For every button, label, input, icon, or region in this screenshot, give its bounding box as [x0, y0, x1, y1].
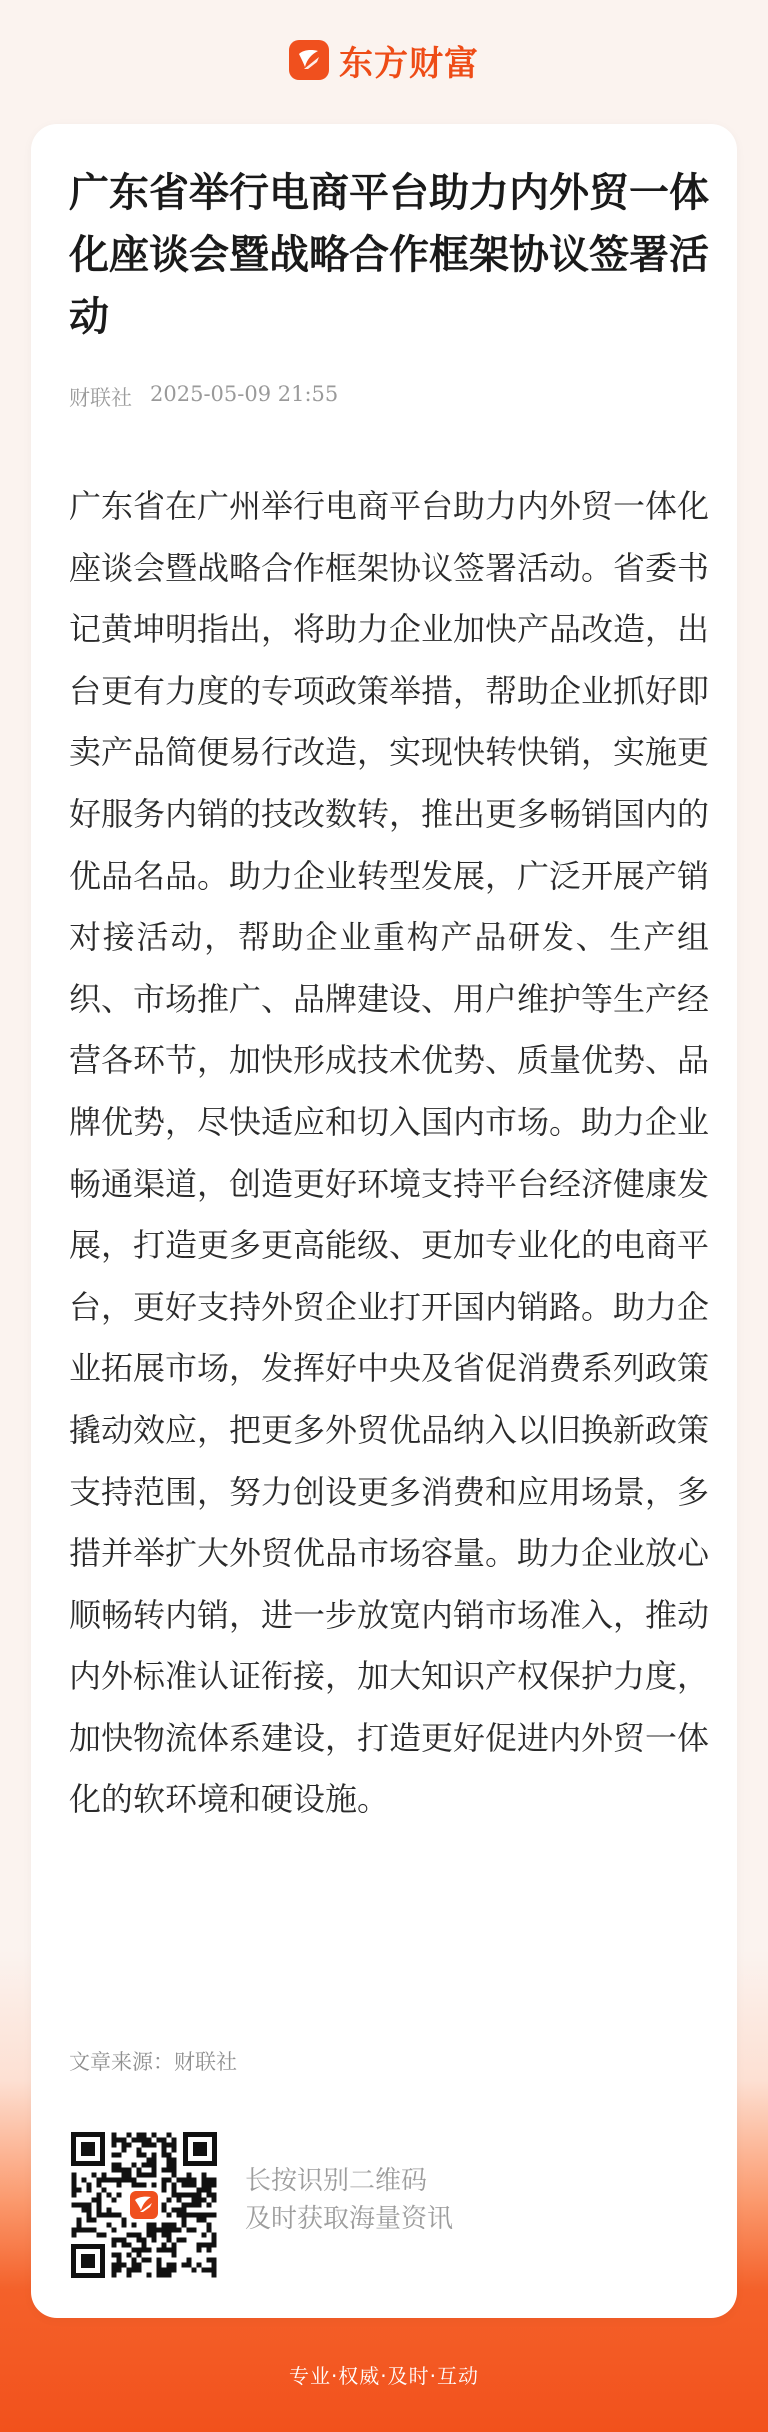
qr-finder-bottom-left [71, 2244, 105, 2278]
qr-code-graphic [69, 2130, 219, 2280]
brand-logo [0, 36, 768, 84]
article-title: 广东省举行电商平台助力内外贸一体化座谈会暨战略合作框架协议签署活动 [69, 170, 709, 340]
brand-name: 东方财富 [339, 43, 479, 84]
article-card [31, 124, 737, 2318]
qr-line-1: 长按识别二维码 [245, 2166, 428, 2196]
eastmoney-logo-glyph [289, 40, 329, 80]
article-source: 文章来源：财联社 [69, 2050, 237, 2074]
qr-finder-top-right [183, 2132, 217, 2166]
eastmoney-logo-icon [289, 40, 329, 80]
qr-finder-top-left [71, 2132, 105, 2166]
article-meta [69, 382, 338, 412]
article-body: 广东省在广州举行电商平台助力内外贸一体化座谈会暨战略合作框架协议签署活动。省委书记黄坤明指出，将助力企业加快产品改造，出台更有力度的专项政策举措，帮助企业抓好即卖产品简便易行改造，实现快转快销，实施更好服务内销的技改数转，推出更多畅销国内的优品名品。助力企业转型发展，广泛开展产销对接活动，帮助企业重构产品研发、生产组织、市场推广、品牌建设、用户维护等生产经营各环节，加快形成技术优势、质量优势、品牌优势，尽快适应和切入国内市场。助力企业畅通渠道，创造更好环境支持平台经济健康发展，打造更多更高能级、更加专业化的电商平台，更好支持外贸企业打开国内销路。助力企业拓展市场，发挥好中央及省促消费系列政策撬动效应，把更多外贸优品纳入以旧换新政策支持范围，努力创设更多消费和应用场景，多措并举扩大外贸优品市场容量。助力企业放心顺畅转内销，进一步放宽内销市场准入，推动内外标准认证衔接，加大知识产权保护力度，加快物流体系建设，打造更好促进内外贸一体化的软环境和硬设施。 [69, 487, 710, 1819]
qr-center-logo [127, 2188, 161, 2222]
publish-time: 2025-05-09 21:55 [150, 382, 339, 406]
qr-code-icon[interactable] [69, 2130, 219, 2280]
qr-instructions [245, 2162, 453, 2238]
publisher-name: 财联社 [69, 386, 132, 410]
footer-slogan: 专业·权威·及时·互动 [288, 2364, 480, 2388]
qr-line-2: 及时获取海量资讯 [245, 2204, 454, 2234]
